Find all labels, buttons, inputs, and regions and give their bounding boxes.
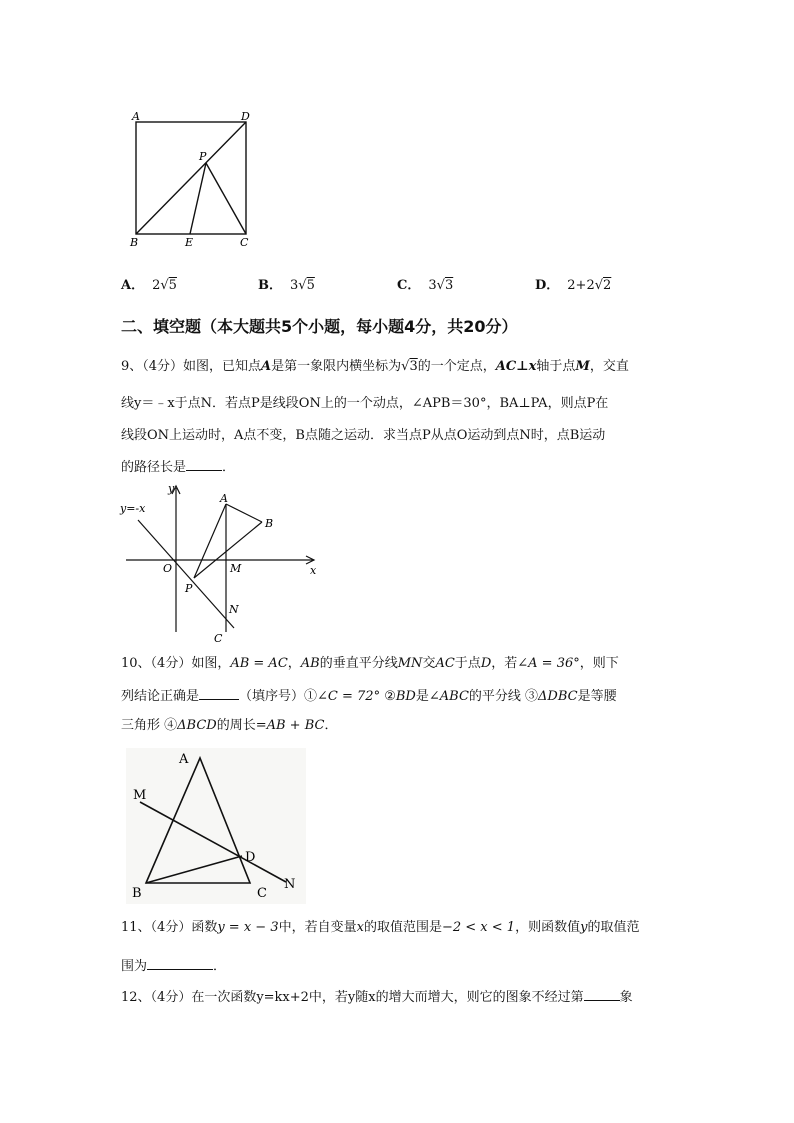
label-c: C — [240, 236, 249, 249]
q10-answer-blank[interactable] — [199, 685, 239, 700]
label-m: M — [133, 788, 147, 803]
label-a: A — [179, 752, 189, 767]
q9-line-1: 9、（4分）如图，已知点A是第一象限内横坐标为√3的一个定点，AC⊥x轴于点M，交直 — [121, 359, 629, 374]
segment-pe — [190, 163, 206, 234]
label-e: E — [185, 236, 194, 249]
q9-answer-blank[interactable] — [186, 456, 222, 471]
label-n: N — [229, 603, 239, 616]
q9-line-3: 线段ON上运动时，A点不变，B点随之运动．求当点P从点O运动到点N时，点B运动 — [121, 428, 606, 443]
q11-line-1: 11、（4分）函数y = x − 3中，若自变量x的取值范围是−2 < x < 1，则函数值y的取值范 — [121, 920, 640, 935]
q9-line-2: 线y＝﹣x于点N．若点P是线段ON上的一个动点，∠APB＝30°，BA⊥PA，则点P在 — [121, 396, 609, 411]
q11-line-2: 围为 ． — [121, 955, 677, 977]
label-o: O — [163, 562, 173, 575]
label-a: A — [220, 492, 228, 505]
label-m: M — [230, 562, 242, 575]
label-d: D — [245, 850, 256, 865]
label-n: N — [284, 877, 296, 892]
segment-ab — [226, 504, 262, 522]
figure-square-abcd — [120, 108, 270, 253]
label-line: y=-x — [120, 502, 146, 515]
label-c: C — [257, 886, 267, 901]
q9-line-4: 的路径长是 ． — [121, 456, 677, 478]
figure-coordinate-plane — [116, 480, 326, 646]
q12-answer-blank[interactable] — [584, 986, 620, 1001]
q12-line-1: 12、（4分）在一次函数y=kx+2中，若y随x的增大而增大，则它的图象不经过第 象 — [121, 986, 677, 1008]
line-y-neg-x — [138, 520, 234, 628]
label-d: D — [241, 110, 250, 123]
label-p: P — [185, 582, 193, 595]
option-b[interactable]: B． 3√5 — [258, 278, 315, 293]
label-b: B — [132, 886, 142, 901]
section-title: 二、填空题（本大题共5个小题，每小题4分，共20分） — [121, 317, 518, 336]
diagonal-bd — [136, 122, 246, 234]
option-c[interactable]: C． 3√3 — [397, 278, 454, 293]
figure-triangle-abc — [126, 748, 306, 904]
label-c: C — [214, 632, 223, 645]
option-d[interactable]: D． 2+2√2 — [535, 278, 612, 293]
q10-line-2: 列结论正确是 （填序号）①∠C = 72° ②BD是∠ABC的平分线 ③ΔDBC是等腰 — [121, 685, 677, 707]
label-a: A — [132, 110, 140, 123]
label-p: P — [199, 150, 207, 163]
label-x: x — [310, 564, 317, 577]
label-b: B — [265, 517, 274, 530]
label-b: B — [130, 236, 139, 249]
q10-line-3: 三角形 ④ΔBCD的周长=AB + BC． — [121, 718, 338, 733]
label-y: y — [168, 482, 175, 495]
segment-pa — [194, 504, 226, 578]
segment-pb — [194, 522, 262, 578]
segment-pc — [206, 163, 246, 234]
option-a[interactable]: A． 2√5 — [121, 278, 177, 293]
q10-line-1: 10、（4分）如图，AB = AC，AB的垂直平分线MN交AC于点D，若∠A = 36°，则下 — [121, 656, 619, 671]
q11-answer-blank[interactable] — [147, 955, 213, 970]
